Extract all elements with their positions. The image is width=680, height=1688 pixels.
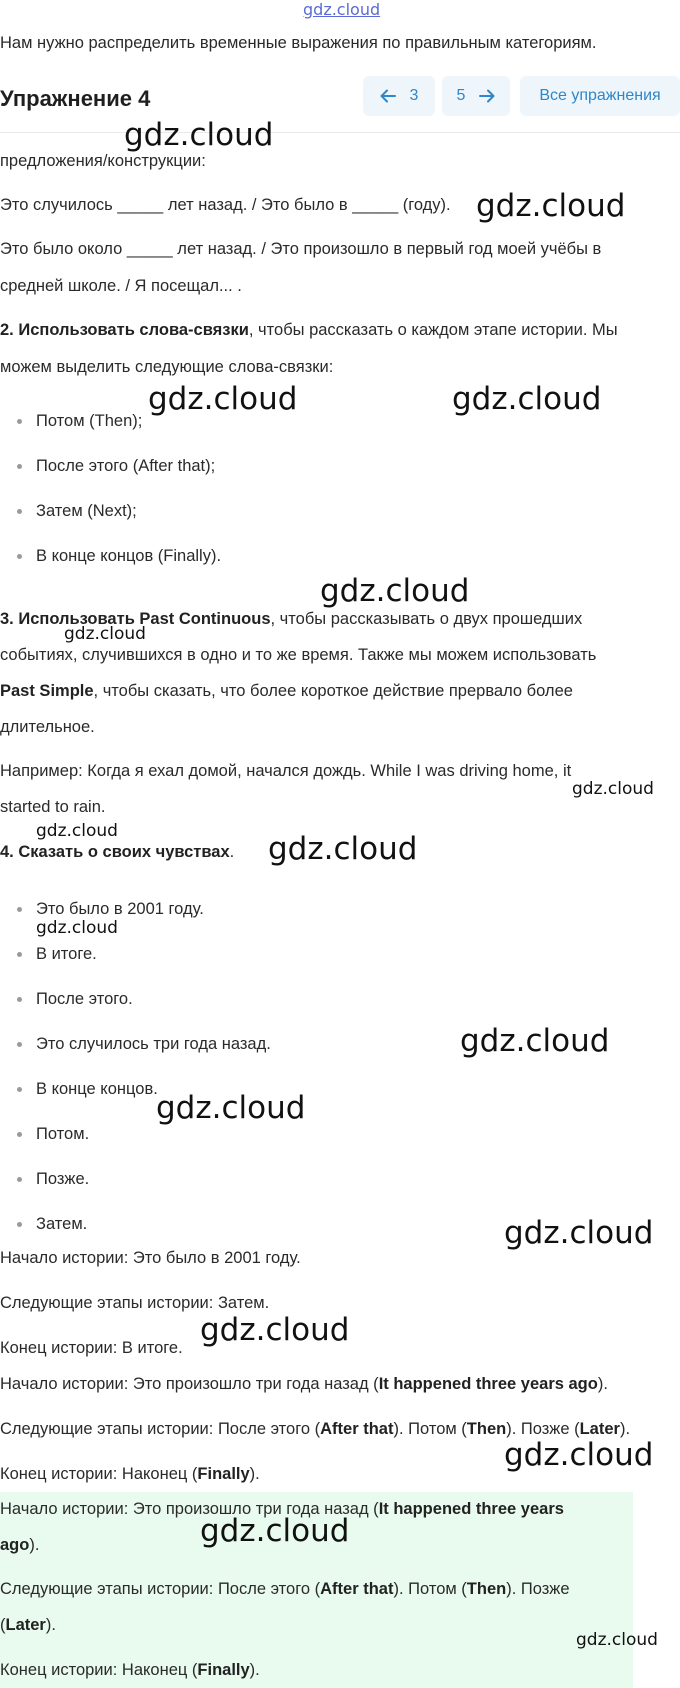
next-exercise-button[interactable] bbox=[442, 76, 510, 116]
answer-start-2: ago). bbox=[0, 1536, 40, 1554]
watermark: gdz.cloud bbox=[148, 381, 298, 417]
watermark: gdz.cloud bbox=[200, 1513, 350, 1549]
answer-next-2: (Later). bbox=[0, 1616, 56, 1634]
section2-heading-rest: , чтобы рассказать о каждом этапе истории. Мы bbox=[248, 321, 618, 339]
arrow-right-icon bbox=[479, 89, 495, 103]
prev-exercise-label: 3 bbox=[409, 87, 419, 104]
intro-text: Нам нужно распределить временные выражения по правильным категориям. bbox=[0, 34, 597, 52]
section1-line: предложения/конструкции: bbox=[0, 152, 206, 170]
watermark: gdz.cloud bbox=[156, 1090, 306, 1126]
all-exercises-label: Все упражнения bbox=[539, 87, 661, 104]
section3-example-1: Например: Когда я ехал домой, начался дождь. While I was driving home, it bbox=[0, 762, 572, 780]
section3-example-2: started to rain. bbox=[0, 798, 106, 816]
section3-heading: 3. Использовать Past Continuous, чтобы рассказывать о двух прошедших bbox=[0, 610, 583, 628]
section1-example-1: Это случилось _____ лет назад. / Это было в _____ (году). bbox=[0, 196, 451, 214]
page-title: Упражнение 4 bbox=[0, 86, 151, 111]
answer-start-1: Начало истории: Это произошло три года назад (It happened three years bbox=[0, 1500, 564, 1518]
section3-line2: событиях, случившихся в одно и то же время. Также мы можем использовать bbox=[0, 646, 597, 664]
header-divider bbox=[0, 132, 680, 133]
answer-end: Конец истории: Наконец (Finally). bbox=[0, 1661, 260, 1679]
section4-heading: 4. Сказать о своих чувствах. bbox=[0, 843, 235, 861]
section1-example-2b: средней школе. / Я посещал... . bbox=[0, 277, 242, 295]
answer-next-1: Следующие этапы истории: После этого (After that). Потом (Then). Позже bbox=[0, 1580, 570, 1598]
section2-heading-bold: 2. Использовать слова-связки bbox=[0, 321, 249, 339]
section3-bold-past-simple: Past Simple bbox=[0, 682, 94, 700]
exercise-header bbox=[0, 76, 680, 132]
watermark: gdz.cloud bbox=[460, 1023, 610, 1059]
watermark: gdz.cloud bbox=[36, 821, 118, 841]
watermark: gdz.cloud bbox=[452, 381, 602, 417]
section2-line2: можем выделить следующие слова-связки: bbox=[0, 358, 334, 376]
watermark: gdz.cloud bbox=[320, 573, 470, 609]
watermark: gdz.cloud bbox=[572, 779, 654, 799]
story1-end: Конец истории: В итоге. bbox=[0, 1339, 183, 1357]
story1-next: Следующие этапы истории: Затем. bbox=[0, 1294, 270, 1312]
section2-heading bbox=[0, 312, 618, 348]
watermark: gdz.cloud bbox=[200, 1312, 350, 1348]
story2-start: Начало истории: Это произошло три года назад (It happened three years ago). bbox=[0, 1375, 608, 1393]
prev-exercise-button[interactable] bbox=[363, 76, 435, 116]
watermark: gdz.cloud bbox=[504, 1215, 654, 1251]
section4-heading-bold: 4. Сказать о своих чувствах bbox=[0, 843, 230, 861]
story2-next: Следующие этапы истории: После этого (After that). Потом (Then). Позже (Later). bbox=[0, 1420, 631, 1438]
watermark: gdz.cloud bbox=[476, 188, 626, 224]
next-exercise-label: 5 bbox=[456, 87, 466, 104]
arrow-left-icon bbox=[380, 89, 396, 103]
section3-line3: Past Simple, чтобы сказать, что более короткое действие прервало более bbox=[0, 682, 573, 700]
section3-heading-bold: 3. Использовать Past Continuous bbox=[0, 610, 271, 628]
watermark: gdz.cloud bbox=[64, 624, 146, 644]
watermark: gdz.cloud bbox=[268, 831, 418, 867]
section3-line4: длительное. bbox=[0, 718, 95, 736]
site-logo[interactable]: gdz.cloud bbox=[303, 0, 381, 19]
story2-end: Конец истории: Наконец (Finally). bbox=[0, 1465, 260, 1483]
watermark: gdz.cloud bbox=[576, 1630, 658, 1650]
all-exercises-button[interactable] bbox=[520, 76, 680, 116]
section1-example-2a: Это было около _____ лет назад. / Это произошло в первый год моей учёбы в bbox=[0, 240, 602, 258]
watermark: gdz.cloud bbox=[124, 117, 274, 153]
story1-start: Начало истории: Это было в 2001 году. bbox=[0, 1249, 301, 1267]
watermark: gdz.cloud bbox=[36, 918, 118, 938]
watermark: gdz.cloud bbox=[504, 1437, 654, 1473]
